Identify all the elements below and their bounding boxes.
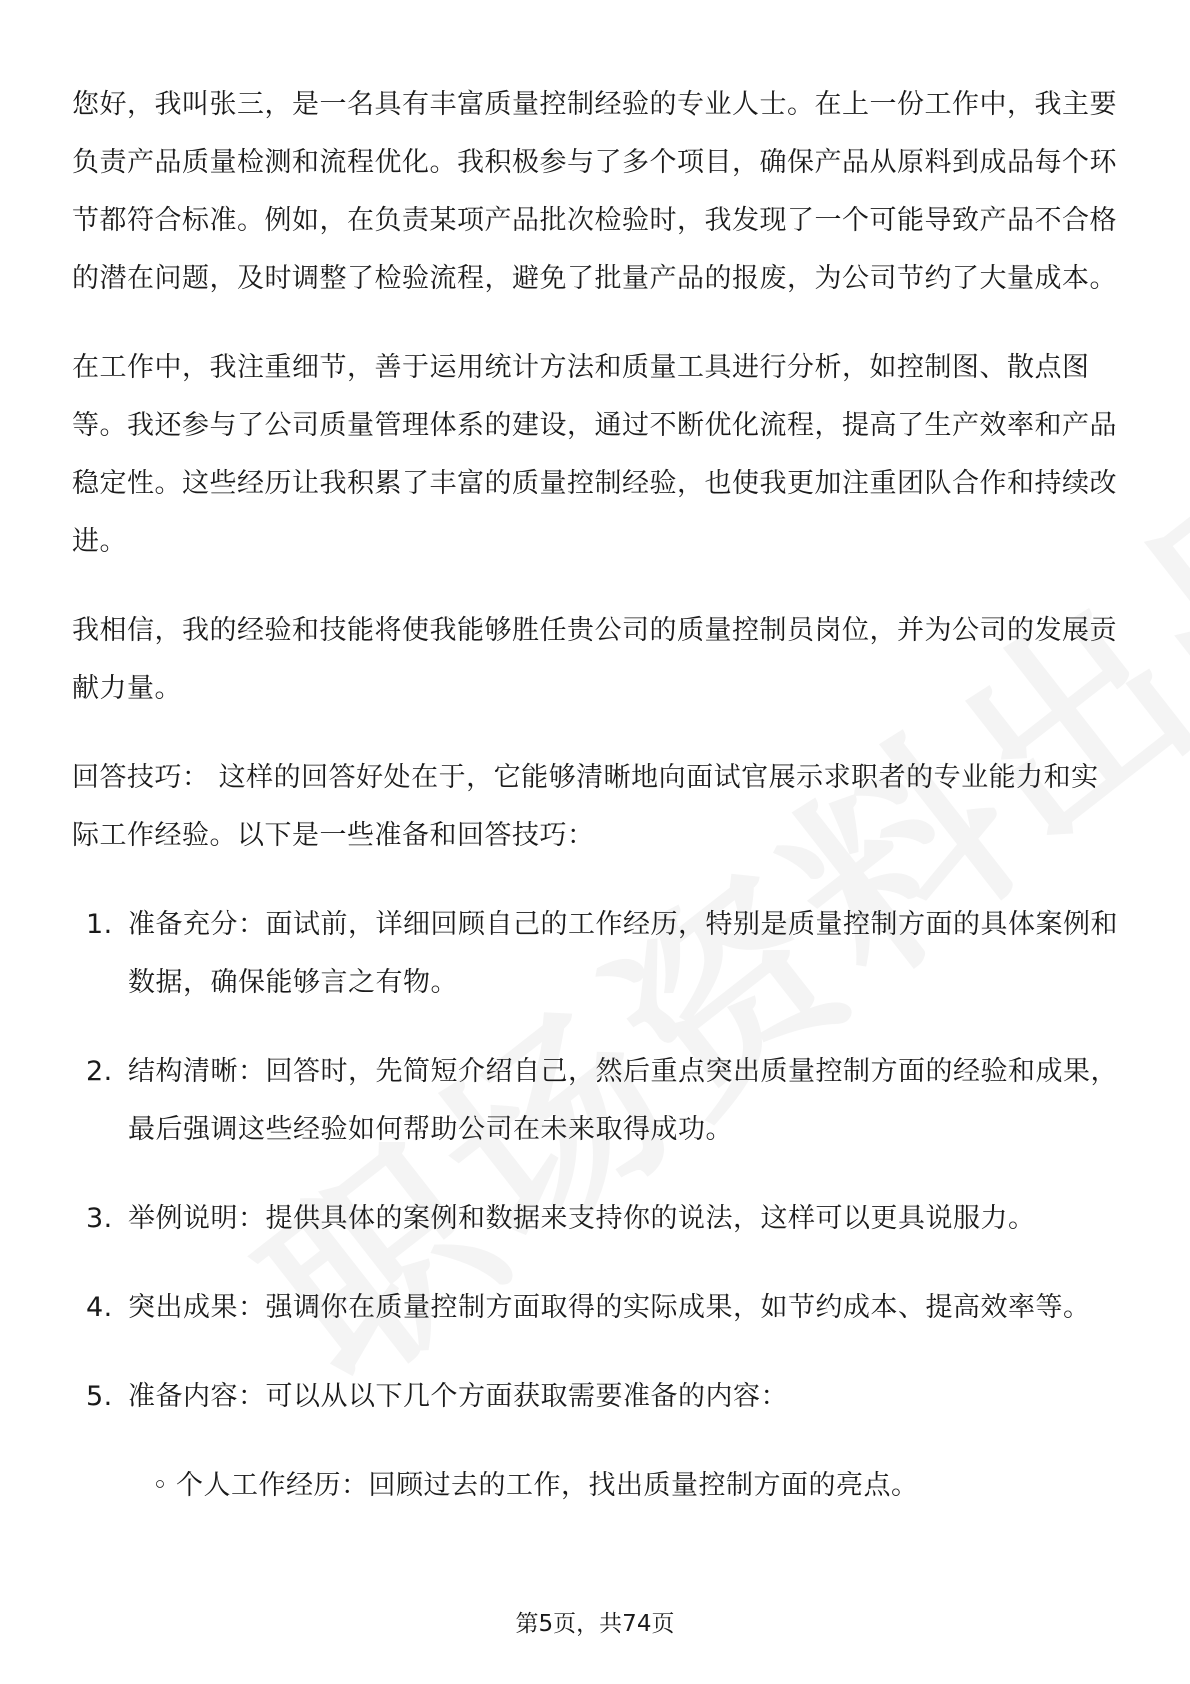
list-number: 3. xyxy=(86,1203,113,1234)
paragraph-tips-intro: 回答技巧： 这样的回答好处在于，它能够清晰地向面试官展示求职者的专业能力和实际工作经验。以下是一些准备和回答技巧： xyxy=(72,762,1099,851)
tips-list xyxy=(72,896,1122,1515)
document-page xyxy=(72,76,1122,1515)
list-item xyxy=(72,1043,1122,1159)
paragraph-belief: 我相信，我的经验和技能将使我能够胜任贵公司的质量控制员岗位，并为公司的发展贡献力量。 xyxy=(72,615,1117,704)
list-item-text: 突出成果：强调你在质量控制方面取得的实际成果，如节约成本、提高效率等。 xyxy=(128,1292,1091,1323)
list-number: 4. xyxy=(86,1292,113,1323)
page-footer: 第5页，共74页 xyxy=(515,1611,675,1637)
paragraph-work: 在工作中，我注重细节，善于运用统计方法和质量工具进行分析，如控制图、散点图等。我还参与了公司质量管理体系的建设，通过不断优化流程，提高了生产效率和产品稳定性。这些经历让我积累了丰富的质量控制经验，也使我更加注重团队合作和持续改进。 xyxy=(72,352,1117,557)
sub-list-item xyxy=(72,1457,1122,1515)
list-item-text: 结构清晰：回答时，先简短介绍自己，然后重点突出质量控制方面的经验和成果，最后强调这些经验如何帮助公司在未来取得成功。 xyxy=(128,1056,1118,1145)
list-item-text: 举例说明：提供具体的案例和数据来支持你的说法，这样可以更具说服力。 xyxy=(128,1203,1036,1234)
bullet-icon: ◦ xyxy=(152,1470,169,1501)
list-number: 2. xyxy=(86,1056,113,1087)
list-item-text: 准备充分：面试前，详细回顾自己的工作经历，特别是质量控制方面的具体案例和数据，确保能够言之有物。 xyxy=(128,909,1118,998)
list-item-text: 准备内容：可以从以下几个方面获取需要准备的内容： xyxy=(128,1381,788,1412)
list-item xyxy=(72,896,1122,1012)
list-item xyxy=(72,1368,1122,1426)
list-item xyxy=(72,1279,1122,1337)
sub-list-item-text: 个人工作经历：回顾过去的工作，找出质量控制方面的亮点。 xyxy=(176,1470,919,1501)
paragraph-intro: 您好，我叫张三，是一名具有丰富质量控制经验的专业人士。在上一份工作中，我主要负责产品质量检测和流程优化。我积极参与了多个项目，确保产品从原料到成品每个环节都符合标准。例如，在负责某项产品批次检验时，我发现了一个可能导致产品不合格的潜在问题，及时调整了检验流程，避免了批量产品的报废，为公司节约了大量成本。 xyxy=(72,89,1117,294)
list-item xyxy=(72,1190,1122,1248)
list-number: 1. xyxy=(86,909,113,940)
list-number: 5. xyxy=(86,1381,113,1412)
